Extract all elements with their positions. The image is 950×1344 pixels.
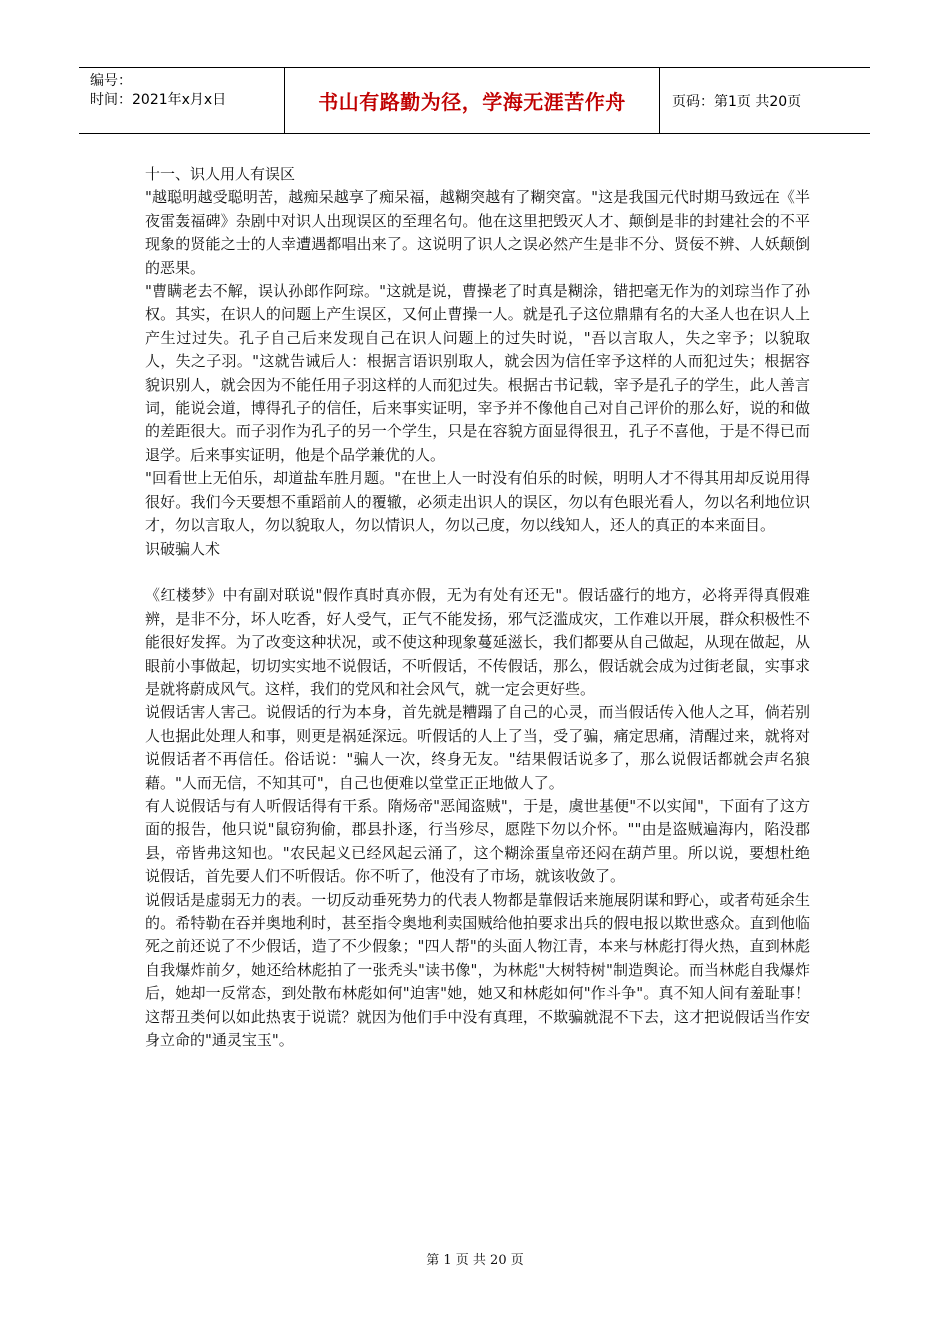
header-motto: [284, 68, 660, 133]
body-paragraph: 说假话是虚弱无力的表。一切反动垂死势力的代表人物都是靠假话来施展阴谋和野心，或者苟延余生的。希特勒在吞并奥地利时，甚至指令奥地利卖国贼给他拍要求出兵的假电报以欺世惑众。直到他临死之前还说了不少假话，造了不少假象；"四人帮"的头面人物江青，本来与林彪打得火热，直到林彪自我爆炸前夕，她还给林彪拍了一张秃头"读书像"，为林彪"大树特树"制造舆论。而当林彪自我爆炸后，她却一反常态，到处散布林彪如何"迫害"她，她又和林彪如何"作斗争"。真不知人间有羞耻事！这帮丑类何以如此热衷于说谎？就因为他们手中没有真理，不欺骗就混不下去，这才把说假话当作安身立命的"通灵宝玉"。: [145, 890, 810, 1050]
motto-text: 书山有路勤为径，学海无涯苦作舟: [318, 90, 626, 114]
footer-page-number: 第 1 页 共 20 页: [426, 1253, 524, 1268]
header-meta: [79, 68, 284, 133]
document-number: 编号：: [90, 73, 132, 89]
document-date: 时间：2021年x月x日: [90, 92, 227, 108]
body-paragraph: "越聪明越受聪明苦，越痴呆越享了痴呆福，越糊突越有了糊突富。"这是我国元代时期马致远在《半夜雷轰福碑》杂剧中对识人出现误区的至理名句。他在这里把毁灭人才、颠倒是非的封建社会的不平现象的贤能之士的人幸遭遇都唱出来了。这说明了识人之误必然产生是非不分、贤佞不辨、人妖颠倒的恶果。: [145, 188, 810, 277]
header-page-number: 页码：第1页 共20页: [672, 93, 802, 110]
blank-line: [145, 561, 810, 584]
page-header: [79, 67, 870, 134]
body-paragraph: "曹瞒老去不解，误认孙郎作阿琮。"这就是说，曹操老了时真是糊涂，错把毫无作为的刘琮当作了孙权。其实，在识人的问题上产生误区，又何止曹操一人。就是孔子这位鼎鼎有名的大圣人也在识人上产生过过失。孔子自己后来发现自己在识人问题上的过失时说，"吾以言取人，失之宰予；以貌取人，失之子羽。"这就告诫后人：根据言语识别取人，就会因为信任宰予这样的人而犯过失；根据容貌识别人，就会因为不能任用子羽这样的人而犯过失。根据古书记载，宰予是孔子的学生，此人善言词，能说会道，博得孔子的信任，后来事实证明，宰予并不像他自己对自己评价的那么好，说的和做的差距很大。而子羽作为孔子的另一个学生，只是在容貌方面显得很丑，孔子不喜他，于是不得已而退学。后来事实证明，他是个品学兼优的人。: [145, 282, 810, 464]
body-paragraph: 《红楼梦》中有副对联说"假作真时真亦假，无为有处有还无"。假话盛行的地方，必将弄得真假难辨，是非不分，坏人吃香，好人受气，正气不能发扬，邪气泛滥成灾，工作难以开展，群众积极性不能很好发挥。为了改变这种状况，或不使这种现象蔓延滋长，我们都要从自己做起，从现在做起，从眼前小事做起，切切实实地不说假话，不听假话，不传假话，那么，假话就会成为过街老鼠，实事求是就将蔚成风气。这样，我们的党风和社会风气，就一定会更好些。: [145, 586, 810, 698]
body-paragraph: "回看世上无伯乐，却道盐车胜月题。"在世上人一时没有伯乐的时候，明明人才不得其用却反说用得很好。我们今天要想不重蹈前人的覆辙，必须走出识人的误区，勿以有色眼光看人，勿以名利地位识才，勿以言取人，勿以貌取人，勿以情识人，勿以己度，勿以线知人，还人的真正的本来面目。: [145, 469, 810, 535]
header-page-info: [660, 68, 870, 133]
section-heading: 十一、识人用人有误区: [145, 165, 296, 183]
section-heading: 识破骗人术: [145, 539, 221, 558]
document-body: [145, 163, 810, 1052]
page-footer: [0, 1249, 950, 1268]
body-paragraph: 说假话害人害己。说假话的行为本身，首先就是糟蹋了自己的心灵，而当假话传入他人之耳，倘若别人也据此处理人和事，则更是祸延深远。听假话的人上了当，受了骗，痛定思痛，清醒过来，就将对说假话者不再信任。俗话说："骗人一次，终身无友。"结果假话说多了，那么说假话都就会声名狼藉。"人而无信，不知其可"，自己也便难以堂堂正正地做人了。: [145, 703, 810, 792]
body-paragraph: 有人说假话与有人听假话得有干系。隋炀帝"恶闻盗贼"，于是，虞世基便"不以实闻"，下面有了这方面的报告，他只说"鼠窃狗偷，郡县扑逐，行当殄尽，愿陛下勿以介怀。""由是盗贼遍海内，陷没郡县，帝皆弗这知也。"农民起义已经风起云涌了，这个糊涂蛋皇帝还闷在葫芦里。所以说，要想杜绝说假话，首先要人们不听假话。你不听了，他没有了市场，就该收敛了。: [145, 796, 810, 886]
